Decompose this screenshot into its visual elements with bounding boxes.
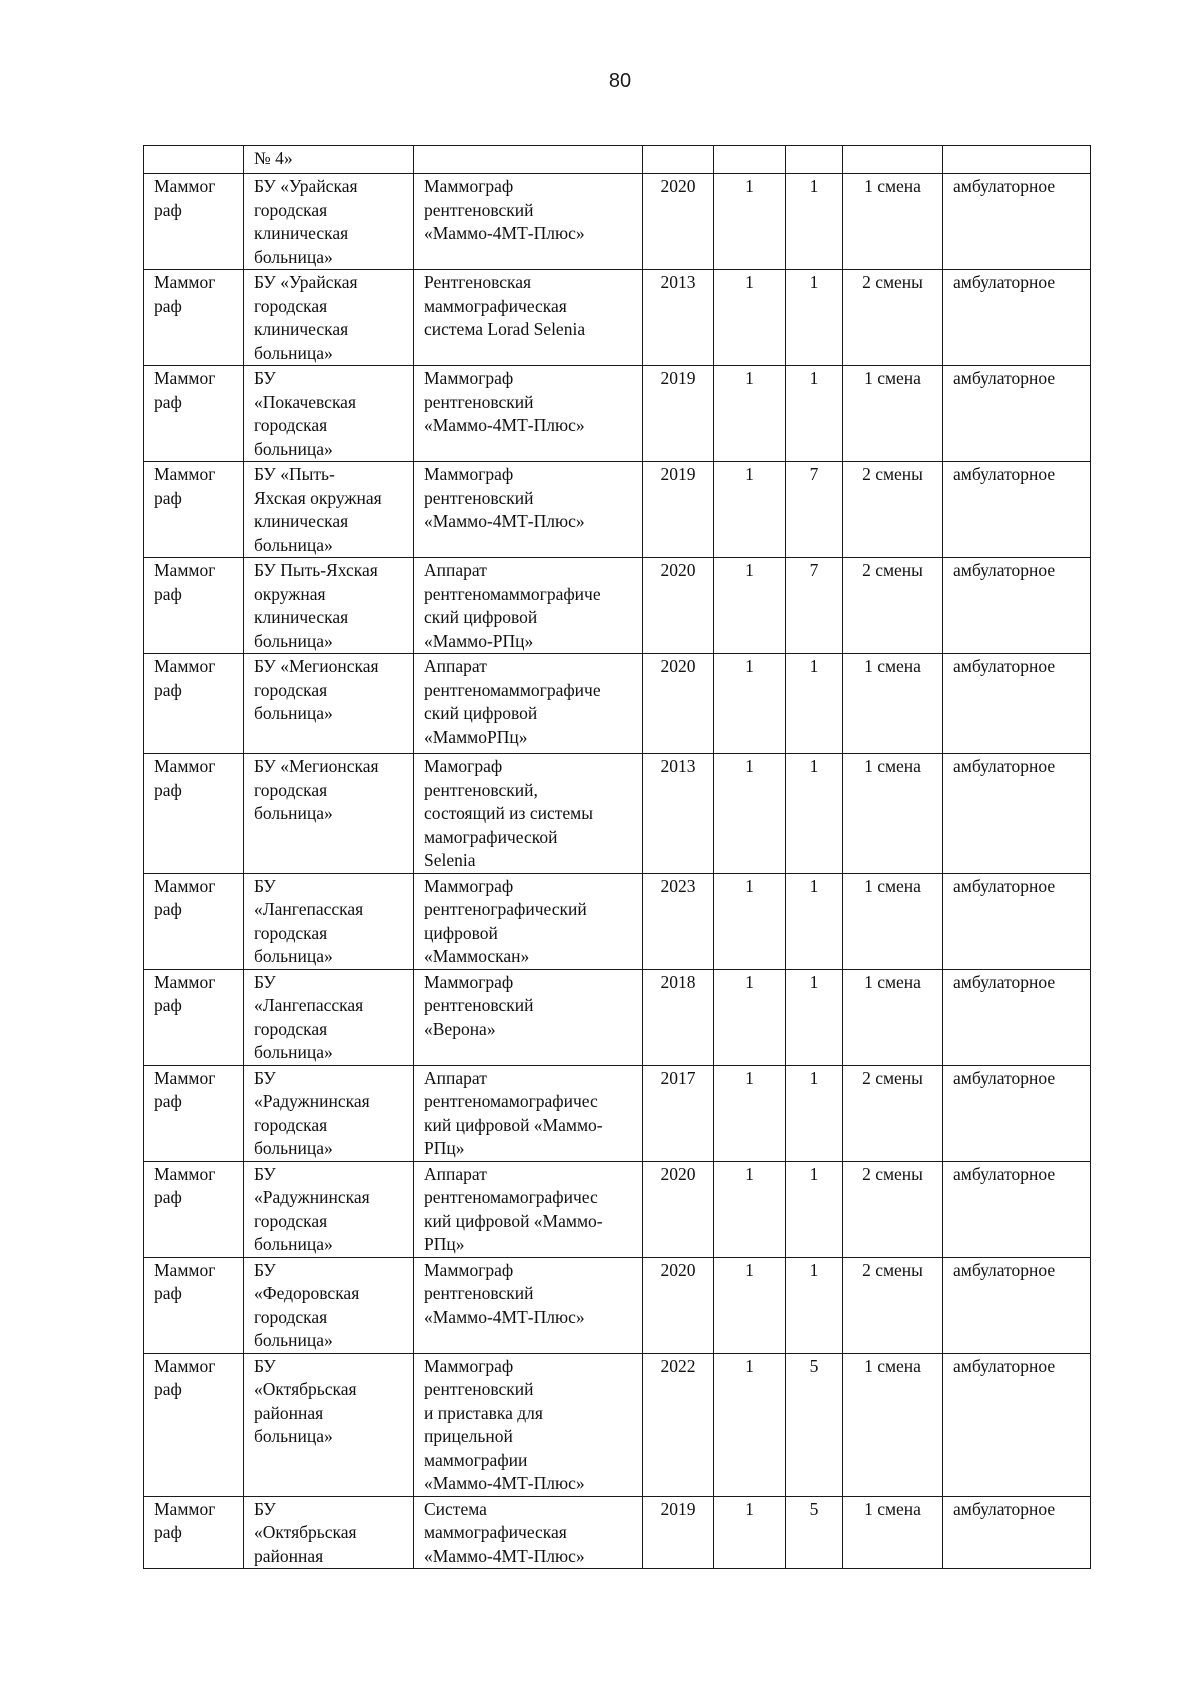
table-row bbox=[144, 1353, 1091, 1496]
table-row bbox=[144, 1257, 1091, 1353]
cell-equipment-model: Маммограф рентгеновский «Маммо-4МТ-Плюс» bbox=[414, 174, 643, 270]
cell-equipment-model: Аппарат рентгеномаммографиче ский цифровой «МаммоРПц» bbox=[414, 654, 643, 754]
cell-mode: амбулаторное bbox=[943, 174, 1091, 270]
cell-count-2: 1 bbox=[786, 1257, 843, 1353]
cell-organization: БУ «Лангепасская городская больница» bbox=[244, 873, 414, 969]
cell-equipment-model: Маммограф рентгеновский «Маммо-4МТ-Плюс» bbox=[414, 366, 643, 462]
cell-year: 2018 bbox=[643, 969, 714, 1065]
cell-count-2: 1 bbox=[786, 366, 843, 462]
cell-count-1: 1 bbox=[714, 1257, 786, 1353]
cell-equipment-model: Маммограф рентгенографический цифровой «Маммоскан» bbox=[414, 873, 643, 969]
cell-equipment-model: Рентгеновская маммографическая система Lorad Selenia bbox=[414, 270, 643, 366]
cell-equipment-type: Маммог раф bbox=[144, 462, 244, 558]
cell-equipment-type: Маммог раф bbox=[144, 174, 244, 270]
cell-shift: 2 смены bbox=[843, 1161, 943, 1257]
cell-equipment-type: Маммог раф bbox=[144, 754, 244, 874]
cell-shift: 1 смена bbox=[843, 174, 943, 270]
cell-organization: БУ «Урайская городская клиническая больница» bbox=[244, 174, 414, 270]
cell-equipment-type bbox=[144, 146, 244, 174]
cell-count-2: 1 bbox=[786, 873, 843, 969]
table-row bbox=[144, 270, 1091, 366]
cell-count-1: 1 bbox=[714, 873, 786, 969]
cell-equipment-type: Маммог раф bbox=[144, 969, 244, 1065]
cell-count-2: 1 bbox=[786, 969, 843, 1065]
cell-shift: 2 смены bbox=[843, 1065, 943, 1161]
cell-equipment-model: Маммограф рентгеновский «Маммо-4МТ-Плюс» bbox=[414, 462, 643, 558]
table-row bbox=[144, 754, 1091, 874]
table-row bbox=[144, 1161, 1091, 1257]
cell-equipment-type: Маммог раф bbox=[144, 1257, 244, 1353]
cell-year: 2023 bbox=[643, 873, 714, 969]
cell-organization: БУ «Радужнинская городская больница» bbox=[244, 1065, 414, 1161]
cell-equipment-type: Маммог раф bbox=[144, 558, 244, 654]
cell-equipment-model: Маммограф рентгеновский «Верона» bbox=[414, 969, 643, 1065]
cell-count-2: 1 bbox=[786, 654, 843, 754]
cell-year bbox=[643, 146, 714, 174]
cell-count-1: 1 bbox=[714, 969, 786, 1065]
cell-shift: 1 смена bbox=[843, 754, 943, 874]
cell-organization: БУ «Федоровская городская больница» bbox=[244, 1257, 414, 1353]
cell-count-1: 1 bbox=[714, 174, 786, 270]
cell-organization: № 4» bbox=[244, 146, 414, 174]
cell-count-1: 1 bbox=[714, 1353, 786, 1496]
cell-equipment-model: Аппарат рентгеномаммографиче ский цифровой «Маммо-РПц» bbox=[414, 558, 643, 654]
cell-equipment-type: Маммог раф bbox=[144, 1353, 244, 1496]
cell-year: 2019 bbox=[643, 1496, 714, 1569]
cell-count-2: 5 bbox=[786, 1353, 843, 1496]
cell-mode: амбулаторное bbox=[943, 754, 1091, 874]
table-row bbox=[144, 174, 1091, 270]
page-number: 80 bbox=[608, 70, 632, 92]
table-row bbox=[144, 1065, 1091, 1161]
cell-count-1: 1 bbox=[714, 462, 786, 558]
cell-shift: 1 смена bbox=[843, 1496, 943, 1569]
cell-mode bbox=[943, 146, 1091, 174]
cell-count-1: 1 bbox=[714, 654, 786, 754]
cell-equipment-type: Маммог раф bbox=[144, 270, 244, 366]
cell-equipment-type: Маммог раф bbox=[144, 873, 244, 969]
table-row bbox=[144, 462, 1091, 558]
cell-shift: 1 смена bbox=[843, 1353, 943, 1496]
cell-count-1: 1 bbox=[714, 558, 786, 654]
cell-organization: БУ «Мегионская городская больница» bbox=[244, 654, 414, 754]
cell-count-1: 1 bbox=[714, 754, 786, 874]
cell-shift: 1 смена bbox=[843, 366, 943, 462]
cell-count-1: 1 bbox=[714, 366, 786, 462]
cell-shift: 2 смены bbox=[843, 270, 943, 366]
cell-mode: амбулаторное bbox=[943, 1496, 1091, 1569]
cell-equipment-type: Маммог раф bbox=[144, 1065, 244, 1161]
cell-year: 2019 bbox=[643, 366, 714, 462]
cell-shift bbox=[843, 146, 943, 174]
cell-count-1: 1 bbox=[714, 1065, 786, 1161]
cell-count-1: 1 bbox=[714, 270, 786, 366]
cell-year: 2019 bbox=[643, 462, 714, 558]
cell-organization: БУ «Покачевская городская больница» bbox=[244, 366, 414, 462]
table-row bbox=[144, 1496, 1091, 1569]
cell-mode: амбулаторное bbox=[943, 873, 1091, 969]
cell-organization: БУ «Урайская городская клиническая больница» bbox=[244, 270, 414, 366]
cell-mode: амбулаторное bbox=[943, 558, 1091, 654]
table-row bbox=[144, 873, 1091, 969]
cell-year: 2020 bbox=[643, 1257, 714, 1353]
cell-organization: БУ «Лангепасская городская больница» bbox=[244, 969, 414, 1065]
cell-year: 2020 bbox=[643, 174, 714, 270]
cell-equipment-type: Маммог раф bbox=[144, 1161, 244, 1257]
cell-count-2: 7 bbox=[786, 462, 843, 558]
cell-equipment-model: Мамограф рентгеновский, состоящий из системы мамографической Selenia bbox=[414, 754, 643, 874]
equipment-table bbox=[143, 145, 1091, 1569]
cell-mode: амбулаторное bbox=[943, 366, 1091, 462]
cell-equipment-model: Маммограф рентгеновский «Маммо-4МТ-Плюс» bbox=[414, 1257, 643, 1353]
cell-shift: 2 смены bbox=[843, 558, 943, 654]
cell-count-2: 5 bbox=[786, 1496, 843, 1569]
cell-year: 2013 bbox=[643, 754, 714, 874]
cell-mode: амбулаторное bbox=[943, 1161, 1091, 1257]
cell-count-2: 1 bbox=[786, 174, 843, 270]
cell-shift: 2 смены bbox=[843, 1257, 943, 1353]
table-row-continuation bbox=[144, 146, 1091, 174]
cell-count-1: 1 bbox=[714, 1161, 786, 1257]
cell-equipment-model: Маммограф рентгеновский и приставка для прицельной маммографии «Маммо-4МТ-Плюс» bbox=[414, 1353, 643, 1496]
cell-year: 2017 bbox=[643, 1065, 714, 1161]
cell-count-2 bbox=[786, 146, 843, 174]
cell-shift: 1 смена bbox=[843, 654, 943, 754]
cell-organization: БУ «Радужнинская городская больница» bbox=[244, 1161, 414, 1257]
cell-equipment-model: Система маммографическая «Маммо-4МТ-Плюс» bbox=[414, 1496, 643, 1569]
cell-count-2: 1 bbox=[786, 1161, 843, 1257]
cell-equipment-model: Аппарат рентгеномамографичес кий цифровой «Маммо- РПц» bbox=[414, 1065, 643, 1161]
cell-equipment-type: Маммог раф bbox=[144, 1496, 244, 1569]
cell-count-1 bbox=[714, 146, 786, 174]
cell-count-2: 1 bbox=[786, 1065, 843, 1161]
cell-equipment-type: Маммог раф bbox=[144, 366, 244, 462]
cell-equipment-model: Аппарат рентгеномамографичес кий цифровой «Маммо- РПц» bbox=[414, 1161, 643, 1257]
cell-mode: амбулаторное bbox=[943, 654, 1091, 754]
cell-year: 2020 bbox=[643, 654, 714, 754]
cell-count-2: 7 bbox=[786, 558, 843, 654]
cell-organization: БУ «Пыть- Яхская окружная клиническая больница» bbox=[244, 462, 414, 558]
cell-year: 2020 bbox=[643, 558, 714, 654]
cell-organization: БУ «Мегионская городская больница» bbox=[244, 754, 414, 874]
cell-equipment-model bbox=[414, 146, 643, 174]
cell-shift: 2 смены bbox=[843, 462, 943, 558]
table-row bbox=[144, 969, 1091, 1065]
cell-year: 2013 bbox=[643, 270, 714, 366]
cell-organization: БУ Пыть-Яхская окружная клиническая больница» bbox=[244, 558, 414, 654]
cell-equipment-type: Маммог раф bbox=[144, 654, 244, 754]
table-row bbox=[144, 558, 1091, 654]
cell-mode: амбулаторное bbox=[943, 1065, 1091, 1161]
cell-count-2: 1 bbox=[786, 270, 843, 366]
cell-shift: 1 смена bbox=[843, 873, 943, 969]
cell-organization: БУ «Октябрьская районная bbox=[244, 1496, 414, 1569]
cell-mode: амбулаторное bbox=[943, 270, 1091, 366]
cell-mode: амбулаторное bbox=[943, 1353, 1091, 1496]
cell-count-1: 1 bbox=[714, 1496, 786, 1569]
table-row bbox=[144, 654, 1091, 754]
cell-shift: 1 смена bbox=[843, 969, 943, 1065]
cell-mode: амбулаторное bbox=[943, 1257, 1091, 1353]
cell-mode: амбулаторное bbox=[943, 969, 1091, 1065]
cell-count-2: 1 bbox=[786, 754, 843, 874]
cell-organization: БУ «Октябрьская районная больница» bbox=[244, 1353, 414, 1496]
cell-year: 2022 bbox=[643, 1353, 714, 1496]
cell-mode: амбулаторное bbox=[943, 462, 1091, 558]
table-row bbox=[144, 366, 1091, 462]
cell-year: 2020 bbox=[643, 1161, 714, 1257]
